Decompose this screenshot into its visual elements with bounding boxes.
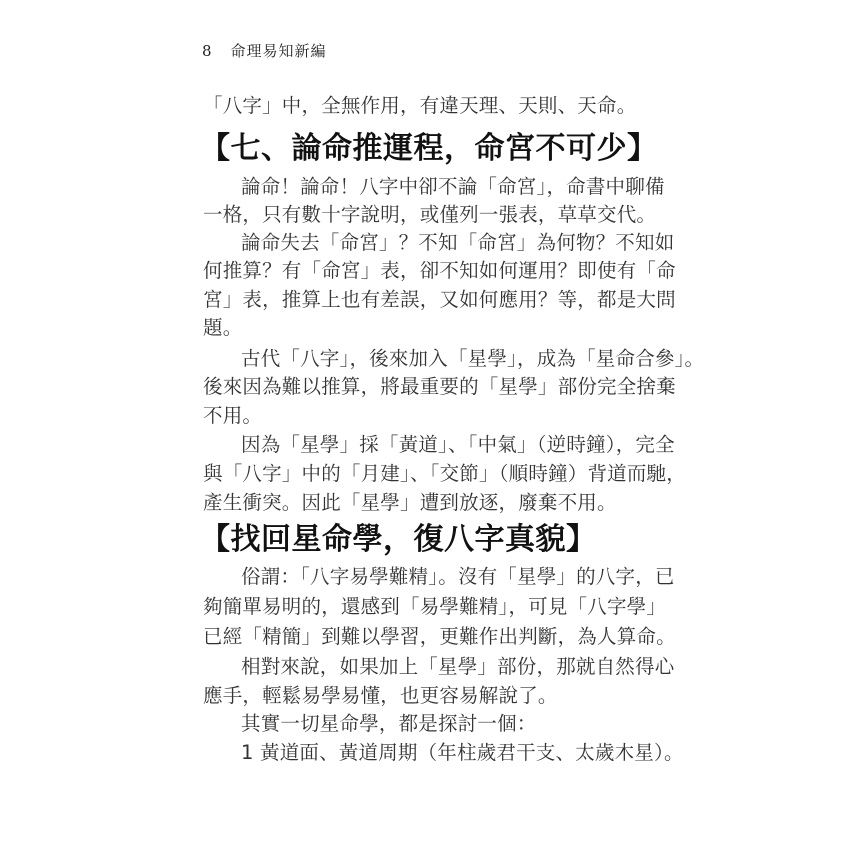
book-title: 命理易知新編 (230, 42, 327, 60)
paragraph-line: 古代「八字」，後來加入「星學」，成為「星命合參」。 (241, 347, 705, 370)
paragraph-line: 不用。 (203, 404, 263, 427)
paragraph-line: 產生衝突。因此「星學」遭到放逐，廢棄不用。 (203, 491, 617, 514)
paragraph-line: 一格，只有數十字說明，或僅列一張表，草草交代。 (203, 203, 657, 226)
paragraph-line: 應手，輕鬆易學易懂，也更容易解說了。 (203, 684, 558, 707)
paragraph-line: 論命失去「命宮」？不知「命宮」為何物？不知如 (241, 231, 675, 254)
body-line: 「八字」中，全無作用，有違天理、天則、天命。 (203, 94, 637, 117)
running-header (202, 40, 327, 61)
section-heading-recover: 【找回星命學，復八字真貌】 (200, 522, 597, 557)
paragraph-line: 已經「精簡」到難以學習，更難作出判斷，為人算命。 (203, 625, 676, 648)
paragraph-line: 俗謂：「八字易學難精」。沒有「星學」的八字，已 (241, 565, 675, 588)
paragraph-line: 因為「星學」採「黃道」、「中氣」（逆時鐘），完全 (241, 433, 675, 456)
paragraph-line: 論命！論命！八字中卻不論「命宮」，命書中聊備 (241, 175, 665, 198)
list-item: 1 黃道面、黃道周期（年柱歲君干支、太歲木星）。 (241, 741, 684, 764)
paragraph-line: 宮」表，推算上也有差誤，又如何應用？等，都是大問 (203, 288, 676, 311)
paragraph-line: 何推算？有「命宮」表，卻不知如何運用？即使有「命 (203, 259, 676, 282)
section-heading-7: 【七、論命推運程，命宮不可少】 (200, 131, 658, 166)
paragraph-line: 題。 (203, 316, 243, 339)
paragraph-line: 相對來說，如果加上「星學」部份，那就自然得心 (241, 655, 675, 678)
paragraph-line: 夠簡單易明的，還感到「易學難精」，可見「八字學」 (203, 595, 667, 618)
paragraph-line: 後來因為難以推算，將最重要的「星學」部份完全捨棄 (203, 375, 676, 398)
paragraph-line: 與「八字」中的「月建」、「交節」（順時鐘）背道而馳， (203, 462, 686, 485)
page-number: 8 (202, 42, 213, 60)
paragraph-line: 其實一切星命學，都是探討一個： (241, 712, 537, 735)
